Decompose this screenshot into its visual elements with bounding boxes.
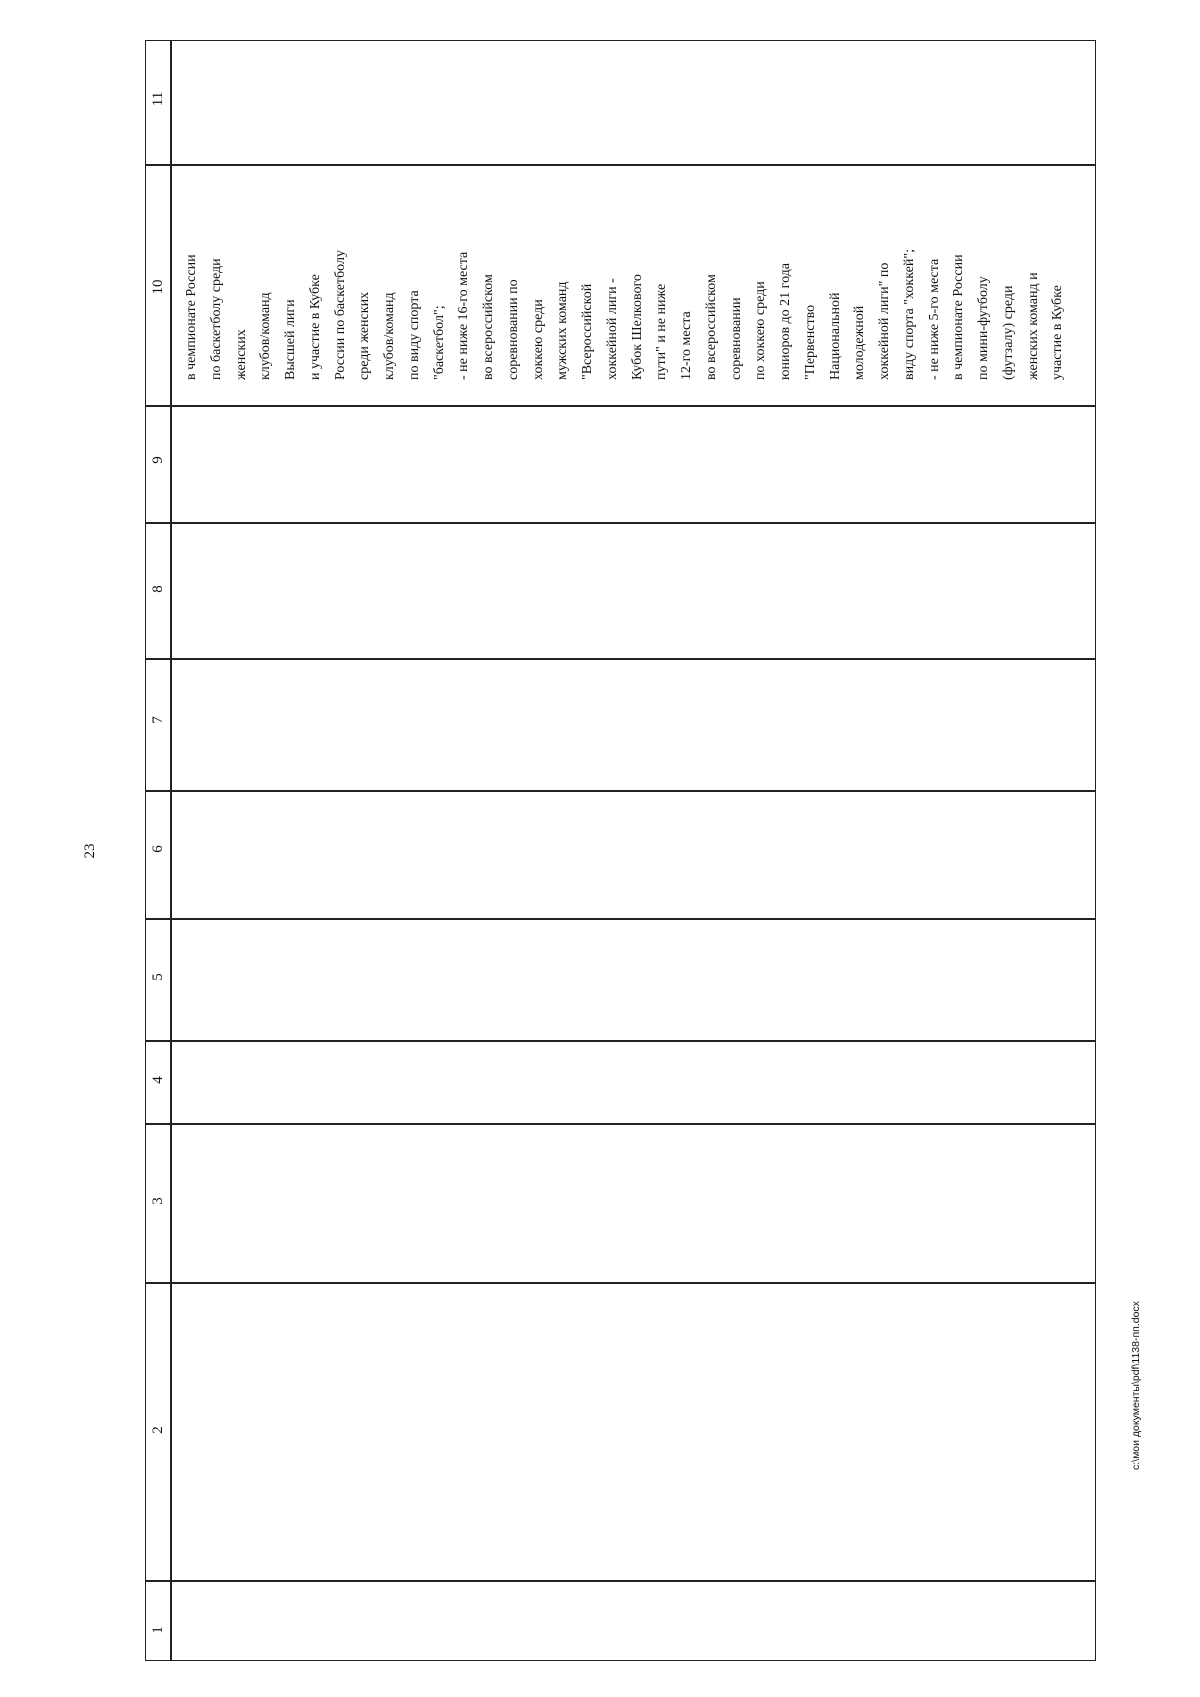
column-10-line: "баскетбол"; — [431, 305, 447, 380]
column-10-line: в чемпионате России — [951, 254, 967, 380]
column-10-line: среди женских — [357, 291, 373, 380]
column-10-line: во всероссийском — [481, 274, 496, 380]
header-row-divider — [170, 41, 172, 1660]
column-10-line: женских — [233, 329, 249, 380]
row-divider-9 — [146, 1282, 1095, 1284]
column-10-line: - не ниже 5-го места — [926, 258, 942, 380]
column-number-1: 1 — [150, 1626, 166, 1634]
column-10-line: хоккейной лиги - — [604, 278, 620, 380]
column-10-line: по хоккею среди — [753, 281, 769, 380]
column-number-10: 10 — [150, 279, 166, 295]
column-10-line: (футзалу) среди — [1000, 285, 1016, 380]
row-divider-7 — [146, 1040, 1095, 1042]
column-10-line: хоккею среди — [530, 299, 546, 380]
column-10-line: России по баскетболу — [332, 250, 348, 380]
column-number-3: 3 — [150, 1197, 166, 1205]
column-10-line: "Первенство — [802, 304, 818, 380]
column-10-line: юниоров до 21 года — [778, 262, 793, 380]
column-10-line: Кубок Шелкового — [629, 274, 645, 380]
column-number-6: 6 — [150, 845, 166, 853]
column-10-text — [180, 158, 1072, 398]
column-number-4: 4 — [150, 1076, 166, 1084]
column-number-2: 2 — [150, 1426, 166, 1434]
column-10-line: по виду спорта — [406, 290, 422, 380]
column-number-11: 11 — [150, 91, 166, 107]
row-divider-6 — [146, 918, 1095, 920]
column-10-line: молодежной — [852, 305, 868, 380]
column-10-line: 12-го места — [679, 311, 694, 380]
row-divider-8 — [146, 1123, 1095, 1125]
column-10-line: пути" и не ниже — [654, 283, 670, 380]
footer-path — [1130, 1301, 1146, 1486]
column-number-7: 7 — [150, 716, 166, 724]
column-10-line: клубов/команд — [258, 292, 274, 380]
row-divider-3 — [146, 522, 1095, 524]
row-divider-10 — [146, 1580, 1095, 1582]
column-10-line: Высшей лиги — [283, 299, 298, 380]
column-10-line: в чемпионате России — [184, 254, 199, 380]
column-10-line: клубов/команд — [382, 292, 397, 380]
column-10-line: и участие в Кубке — [307, 274, 323, 380]
column-10-line: по мини-футболу — [976, 276, 991, 380]
column-number-9: 9 — [150, 456, 166, 464]
row-divider-4 — [146, 658, 1095, 660]
row-divider-2 — [146, 405, 1095, 407]
column-10-line: хоккейной лиги" по — [877, 262, 892, 380]
footer-path-text: c:\мои документы\pdf\1138-пп.docx — [1130, 1301, 1142, 1470]
column-10-line: соревновании по — [505, 279, 521, 380]
column-number-8: 8 — [150, 585, 166, 593]
column-10-line: участие в Кубке — [1050, 285, 1066, 380]
column-10-line: Национальной — [827, 292, 843, 380]
row-divider-5 — [146, 790, 1095, 792]
column-10-line: - не ниже 16-го места — [456, 251, 472, 380]
column-10-line: "Всероссийской — [580, 283, 595, 380]
column-10-line: по баскетболу среди — [208, 258, 224, 380]
column-10-line: мужских команд — [555, 281, 571, 380]
column-10-line: соревновании — [728, 297, 744, 380]
column-10-line: виду спорта "хоккей"; — [901, 249, 917, 380]
page-number: 23 — [82, 843, 98, 859]
column-10-line: во всероссийском — [703, 274, 719, 380]
column-number-5: 5 — [150, 973, 166, 981]
column-10-line: женских команд и — [1025, 272, 1041, 380]
